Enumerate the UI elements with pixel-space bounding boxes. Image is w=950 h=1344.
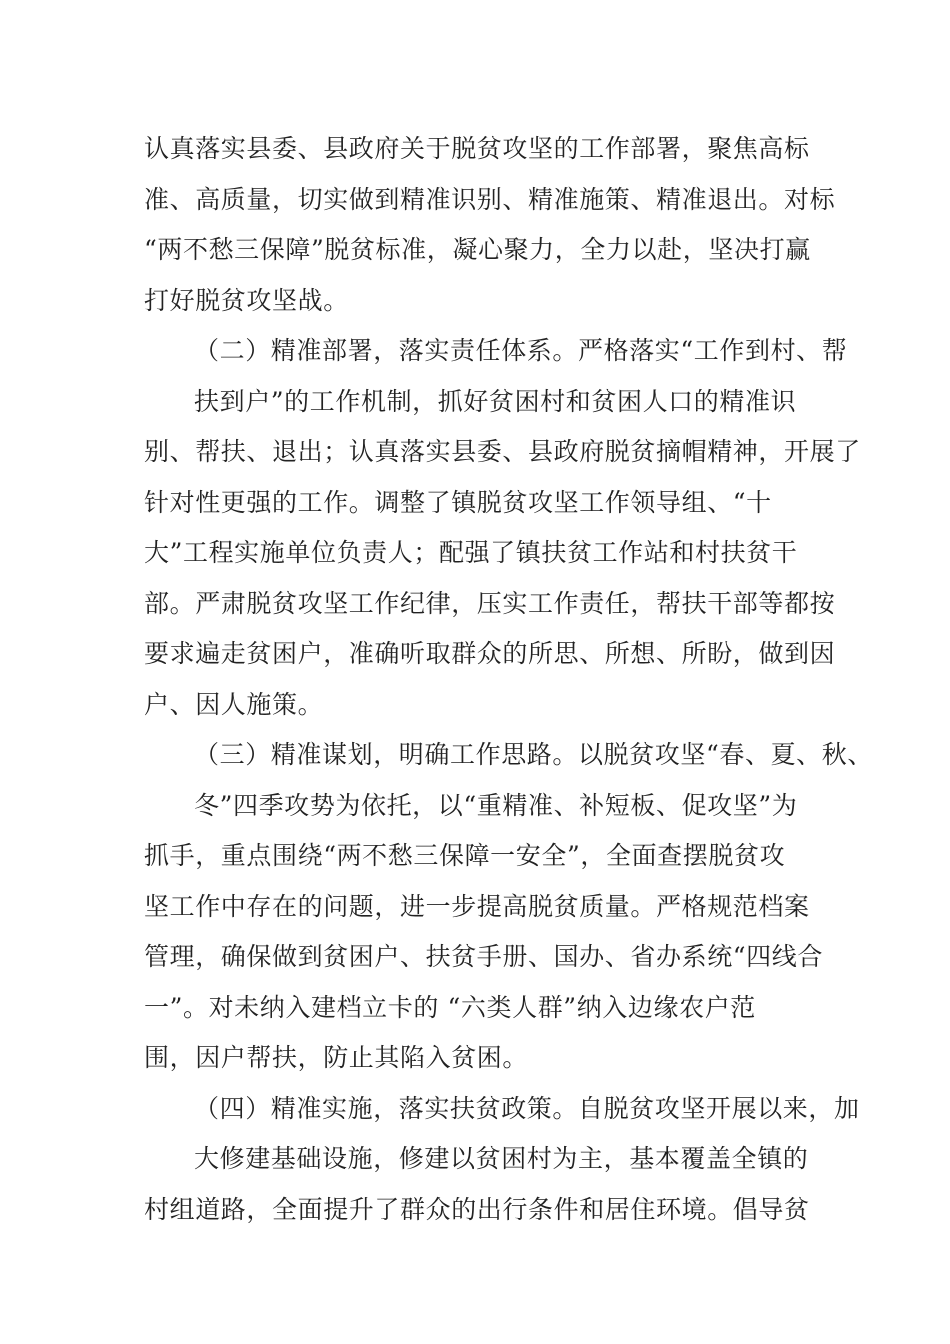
text-line: 别、帮扶、退出；认真落实县委、县政府脱贫摘帽精神，开展了 (144, 437, 861, 466)
text-line: 打好脱贫攻坚战。 (144, 285, 349, 315)
text-line: 户、因人施策。 (144, 689, 324, 719)
body-text (144, 124, 873, 1235)
text-line: “两不愁三保障”脱贫标准，凝心聚力，全力以赴，坚决打赢 (144, 235, 811, 264)
text-line: 管理，确保做到贫困户、扶贫手册、国办、省办系统“四线合 (144, 942, 823, 971)
section-heading-line: （三）精准谋划，明确工作思路。以脱贫攻坚“春、夏、秋、 (194, 740, 873, 769)
section-heading-line: （四）精准实施，落实扶贫政策。自脱贫攻坚开展以来，加 (194, 1093, 860, 1123)
text-line: 一”。对未纳入建档立卡的 “六类人群”纳入边缘农户范 (144, 992, 756, 1022)
section-heading-line: （二）精准部署，落实责任体系。严格落实“工作到村、帮 (194, 336, 848, 365)
text-line: 认真落实县委、县政府关于脱贫攻坚的工作部署，聚焦高标 (144, 134, 810, 163)
text-line: 村组道路，全面提升了群众的出行条件和居住环境。倡导贫 (144, 1194, 810, 1224)
text-line: 大”工程实施单位负责人；配强了镇扶贫工作站和村扶贫干 (144, 538, 798, 567)
text-line: 要求遍走贫困户，准确听取群众的所思、所想、所盼，做到因 (144, 639, 836, 668)
text-line: 部。严肃脱贫攻坚工作纪律，压实工作责任，帮扶干部等都按 (144, 588, 836, 618)
text-line: 围，因户帮扶，防止其陷入贫困。 (144, 1043, 529, 1072)
text-line: 坚工作中存在的问题，进一步提高脱贫质量。严格规范档案 (144, 891, 810, 921)
text-line: 抓手，重点围绕“两不愁三保障一安全”，全面查摆脱贫攻 (144, 841, 786, 870)
text-line: 大修建基础设施，修建以贫困村为主，基本覆盖全镇的 (194, 1144, 809, 1173)
text-line: 冬”四季攻势为依托，以“重精准、补短板、促攻坚”为 (194, 790, 798, 820)
text-line: 针对性更强的工作。调整了镇脱贫攻坚工作领导组、“十 (144, 487, 772, 517)
text-line: 准、高质量，切实做到精准识别、精准施策、精准退出。对标 (144, 184, 836, 214)
text-line: 扶到户”的工作机制，抓好贫困村和贫困人口的精准识 (194, 386, 797, 416)
